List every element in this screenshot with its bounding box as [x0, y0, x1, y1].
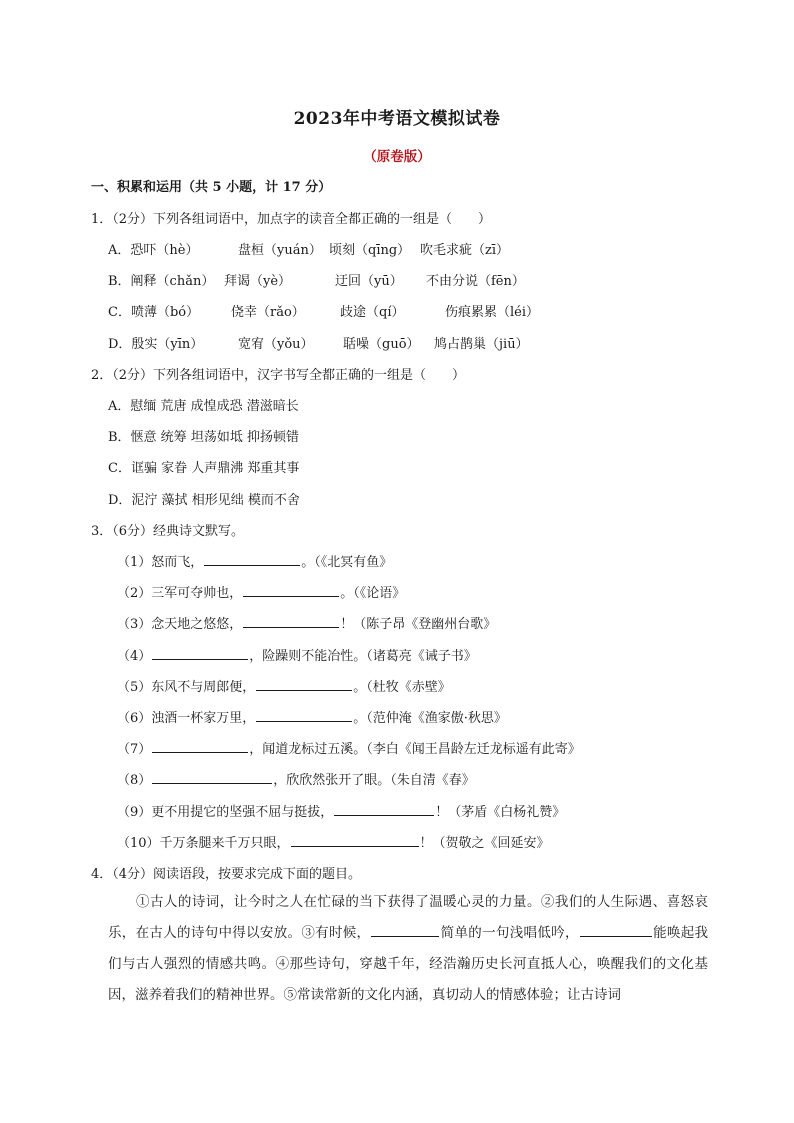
question-2-option-b: B．惬意 统筹 坦荡如坻 抑扬顿错 [108, 430, 299, 445]
question-2-option-d: D．泥泞 藻拭 相形见绌 模而不舍 [108, 493, 300, 508]
poem-line-5: （5）东风不与周郎便， 。（杜牧《赤壁》 [117, 676, 451, 695]
question-4-stem: 4．（4分）阅读语段，按要求完成下面的题目。 [91, 867, 362, 882]
option-a-word-2: 盘桓（yuán） [238, 243, 322, 258]
question-1-stem: 1．（2分）下列各组词语中，加点字的读音全都正确的一组是（ ） [91, 212, 492, 227]
answer-blank[interactable] [152, 645, 248, 660]
answer-blank[interactable] [152, 769, 272, 784]
poem-line-8: （8） ，欣欣然张开了眼。（朱自清《春》 [117, 769, 475, 788]
poem-line-3: （3）念天地之悠悠， ！（陈子昂《登幽州台歌》 [117, 613, 496, 632]
option-d-word-3: 聒噪（guō） [343, 337, 420, 352]
option-c-word-4: 伤痕累累（léi） [445, 305, 540, 320]
question-2-stem: 2．（2分）下列各组词语中，汉字书写全都正确的一组是（ ） [91, 368, 466, 383]
answer-blank[interactable] [291, 832, 419, 847]
poem-line-9: （9）更不用提它的坚强不屈与挺拔， ！（茅盾《白杨礼赞》 [117, 801, 565, 820]
page-subtitle: （原卷版） [363, 149, 431, 165]
option-d-word-4: 鸠占鹊巢（jiū） [434, 337, 529, 352]
section-heading: 一、积累和运用（共 5 小题，计 17 分） [91, 180, 332, 195]
page-title: 2023年中考语文模拟试卷 [293, 109, 501, 129]
answer-blank[interactable] [152, 738, 248, 753]
answer-blank[interactable] [243, 613, 339, 628]
option-d-word-2: 宽宥（yǒu） [238, 337, 314, 352]
passage-blank-2[interactable] [580, 922, 652, 937]
question-2-option-c: C．诓骗 家眷 人声鼎沸 郑重其事 [108, 461, 300, 476]
option-b-word-2: 拜谒（yè） [224, 274, 292, 289]
poem-line-2: （2）三军可夺帅也， 。（《论语》 [117, 582, 405, 601]
poem-line-10: （10）千万条腿来千万只眼， ！（贺敬之《回延安》 [117, 832, 550, 851]
option-a-word-1: A．恐吓（hè） [108, 243, 199, 258]
option-b-word-4: 不由分说（fēn） [426, 274, 525, 289]
poem-line-1: （1）怒而飞， 。（《北冥有鱼》 [117, 551, 392, 570]
reading-passage: ①古人的诗词，让今时之人在忙碌的当下获得了温暖心灵的力量。②我们的人生际遇、喜怒哀乐，在古人的诗句中得以安放。③有时候， 简单的一句浅唱低吟， 能唤起我们与古人强烈的情感共鸣。④那些诗句，穿越千年，经浩瀚历史长河直抵人心，唤醒我们的文化基因，滋养着我们的精神世界。⑤常读常新的文化内涵，真切动人的情感体验；让古诗词 [108, 894, 709, 1003]
option-b-word-3: 迂回（yū） [335, 274, 403, 289]
option-c-word-2: 侥幸（rǎo） [231, 305, 305, 320]
answer-blank[interactable] [256, 676, 352, 691]
option-c-word-3: 歧途（qí） [340, 305, 405, 320]
poem-line-7: （7） ，闻道龙标过五溪。（李白《闻王昌龄左迁龙标遥有此寄》 [117, 738, 581, 757]
option-c-word-1: C．喷薄（bó） [108, 305, 200, 320]
option-a-word-4: 吹毛求疵（zī） [420, 243, 510, 258]
answer-blank[interactable] [243, 582, 339, 597]
passage-blank-1[interactable] [371, 922, 439, 937]
answer-blank[interactable] [256, 707, 352, 722]
poem-line-4: （4） ，险躁则不能冶性。（诸葛亮《诫子书》 [117, 645, 477, 664]
question-2-option-a: A．慰缅 荒唐 成惶成恐 潜滋暗长 [108, 399, 299, 414]
option-b-word-1: B．阐释（chǎn） [108, 274, 215, 289]
option-d-word-1: D．殷实（yīn） [108, 337, 204, 352]
question-3-stem: 3．（6分）经典诗文默写。 [91, 524, 245, 539]
option-a-word-3: 顷刻（qīng） [329, 243, 411, 258]
poem-line-6: （6）浊酒一杯家万里， 。（范仲淹《渔家傲·秋思》 [117, 707, 507, 726]
answer-blank[interactable] [204, 551, 300, 566]
answer-blank[interactable] [334, 801, 434, 816]
